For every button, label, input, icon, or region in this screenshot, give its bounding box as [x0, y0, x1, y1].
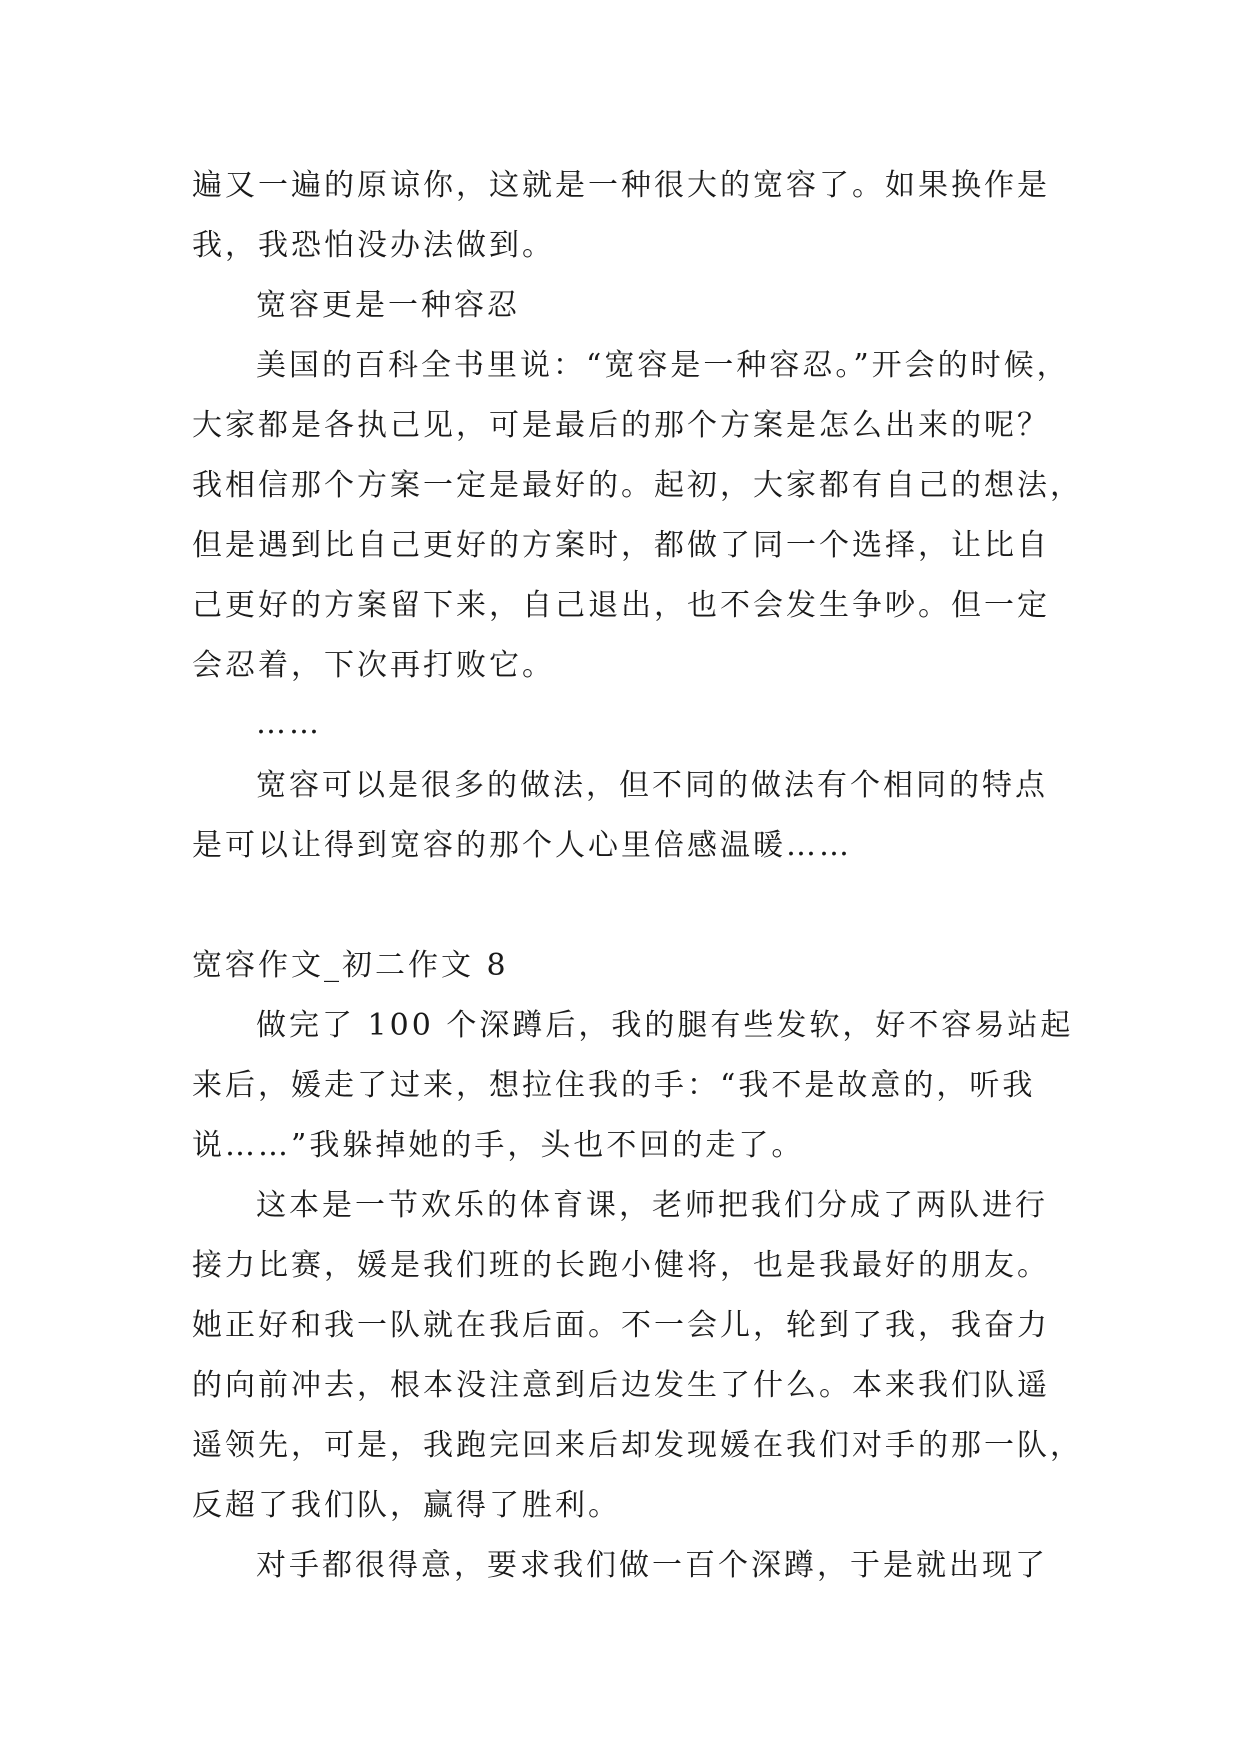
text-line: 己更好的方案留下来，自己退出，也不会发生争吵。但一定: [192, 588, 1050, 623]
section-heading: 宽容更是一种容忍: [256, 288, 520, 323]
text-line: 美国的百科全书里说：“宽容是一种容忍。”开会的时候，: [256, 348, 1070, 383]
text-line: 宽容可以是很多的做法，但不同的做法有个相同的特点: [256, 768, 1048, 803]
text-line: 遥领先，可是，我跑完回来后却发现媛在我们对手的那一队，: [192, 1428, 1083, 1463]
text-line: 我相信那个方案一定是最好的。起初，大家都有自己的想法，: [192, 468, 1083, 503]
text-line: 接力比赛，媛是我们班的长跑小健将，也是我最好的朋友。: [192, 1248, 1050, 1283]
text-line: 的向前冲去，根本没注意到后边发生了什么。本来我们队遥: [192, 1368, 1050, 1403]
essay-title: 宽容作文_初二作文 8: [192, 948, 509, 983]
text-line: 她正好和我一队就在我后面。不一会儿，轮到了我，我奋力: [192, 1308, 1050, 1343]
text-line: 反超了我们队，赢得了胜利。: [192, 1488, 621, 1523]
text-line: 对手都很得意，要求我们做一百个深蹲，于是就出现了: [256, 1548, 1048, 1583]
text-line: 这本是一节欢乐的体育课，老师把我们分成了两队进行: [256, 1188, 1048, 1223]
ellipsis-line: ……: [256, 706, 322, 741]
text-line: 大家都是各执己见，可是最后的那个方案是怎么出来的呢？: [192, 408, 1050, 443]
text-line: 来后，媛走了过来，想拉住我的手：“我不是故意的，听我: [192, 1068, 1036, 1103]
text-line: 说……”我躲掉她的手，头也不回的走了。: [192, 1128, 805, 1163]
text-line: 遍又一遍的原谅你，这就是一种很大的宽容了。如果换作是: [192, 168, 1050, 203]
text-line: 做完了 100 个深蹲后，我的腿有些发软，好不容易站起: [256, 1008, 1074, 1043]
text-line: 是可以让得到宽容的那个人心里倍感温暖……: [192, 828, 852, 863]
text-line: 我，我恐怕没办法做到。: [192, 228, 555, 263]
text-line: 但是遇到比自己更好的方案时，都做了同一个选择，让比自: [192, 528, 1050, 563]
text-line: 会忍着，下次再打败它。: [192, 648, 555, 683]
